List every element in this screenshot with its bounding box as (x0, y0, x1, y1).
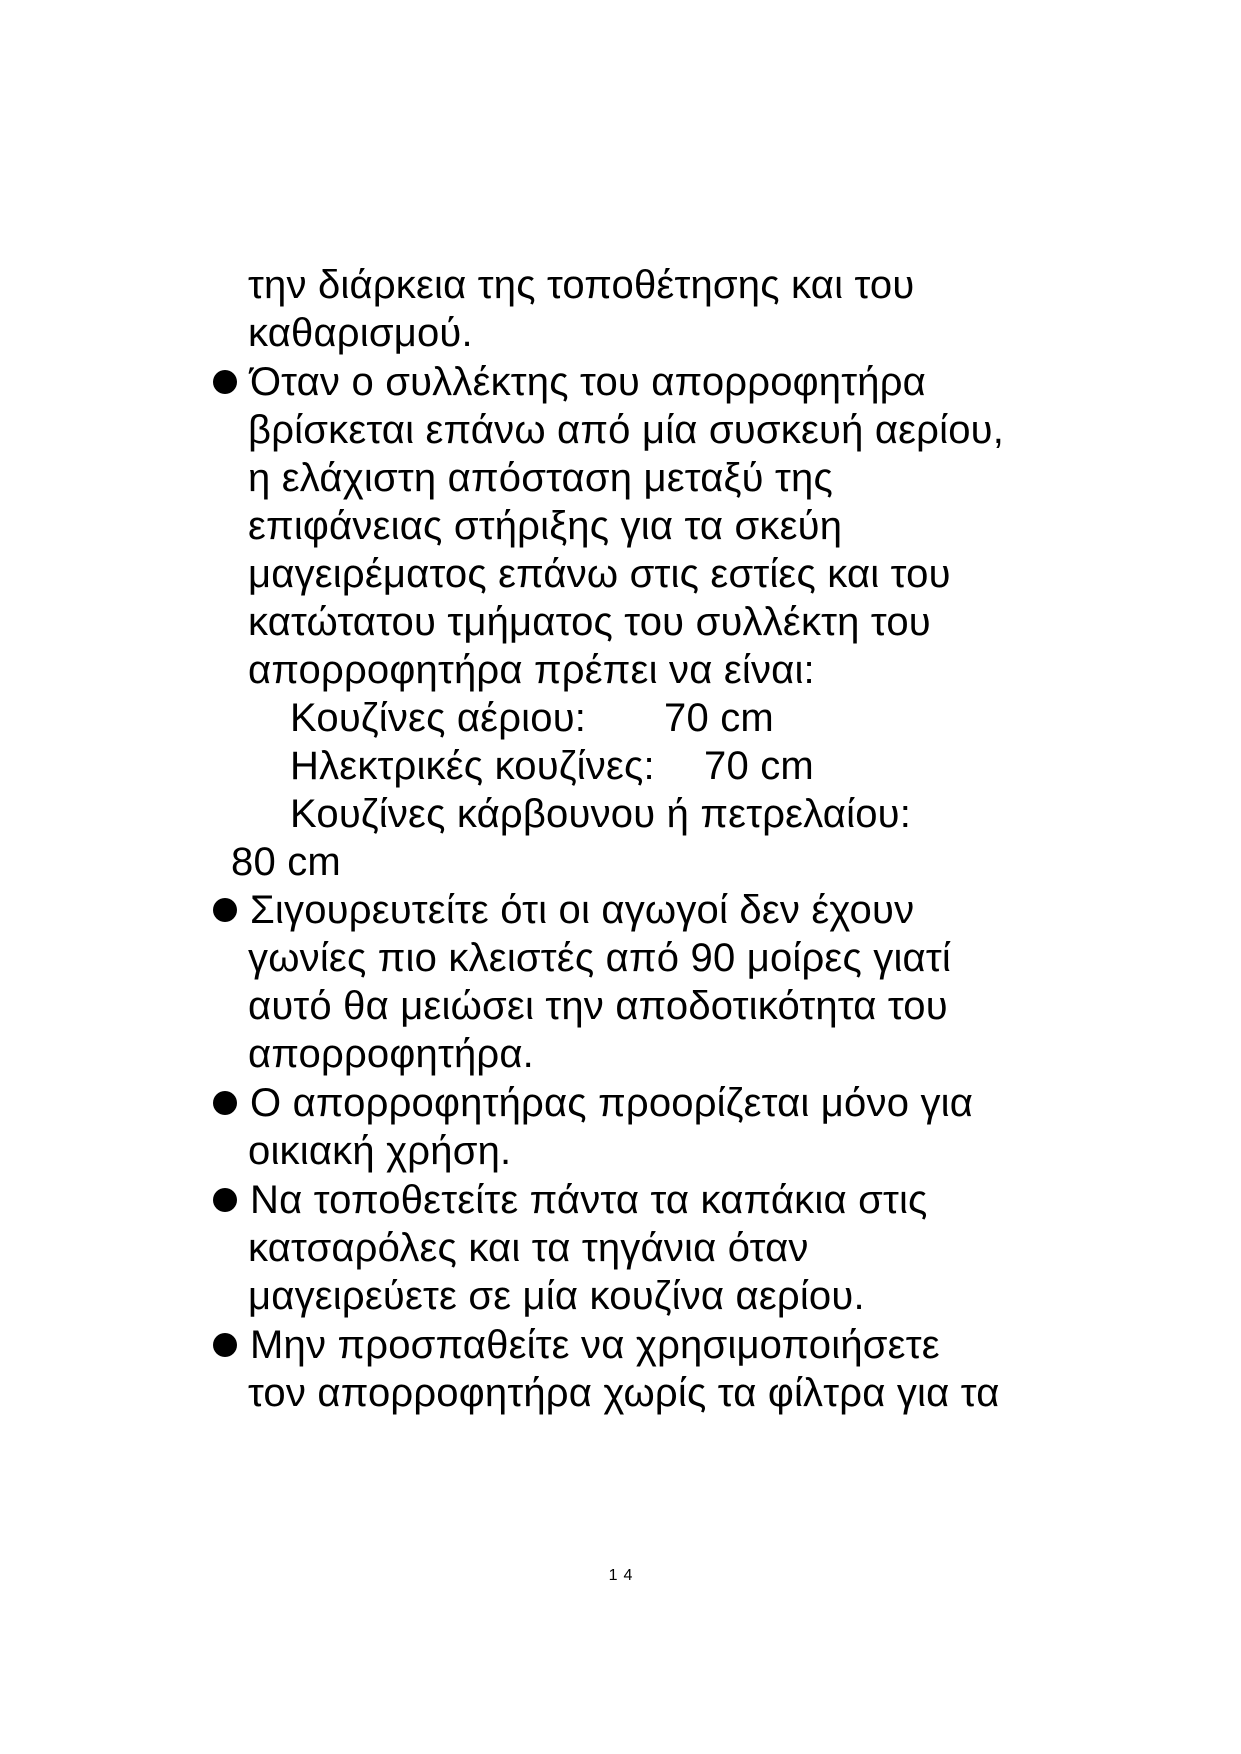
distance-label-coal-oil: Κουζίνες κάρβουνου ή πετρελαίου: (290, 792, 912, 836)
text-line: η ελάχιστη απόσταση μεταξύ της (248, 456, 833, 500)
text-line: Σιγουρευτείτε ότι οι αγωγοί δεν έχουν (250, 888, 915, 932)
text-line: βρίσκεται επάνω από μία συσκευή αερίου, (248, 408, 1005, 452)
text-line: γωνίες πιο κλειστές από 90 μοίρες γιατί (248, 936, 951, 980)
text-line: κατώτατου τμήματος του συλλέκτη του (248, 600, 931, 644)
text-line: απορροφητήρα. (248, 1032, 534, 1076)
text-line: απορροφητήρα πρέπει να είναι: (248, 648, 815, 692)
text-line: την διάρκεια της τοποθέτησης και του (248, 263, 915, 307)
text-line: επιφάνειας στήριξης για τα σκεύη (248, 504, 843, 548)
text-line: τον απορροφητήρα χωρίς τα φίλτρα για τα (248, 1371, 1000, 1415)
text-line: μαγειρέματος επάνω στις εστίες και του (248, 552, 951, 596)
distance-label-gas: Κουζίνες αέριου: (290, 696, 587, 740)
bullet-icon (213, 1188, 237, 1212)
bullet-icon (213, 1333, 237, 1357)
text-line: Να τοποθετείτε πάντα τα καπάκια στις (250, 1178, 928, 1222)
bullet-icon (213, 370, 237, 394)
text-line: οικιακή χρήση. (248, 1129, 512, 1173)
distance-value-coal-oil: 80 cm (231, 840, 341, 884)
bullet-icon (213, 1091, 237, 1115)
text-line: Όταν ο συλλέκτης του απορροφητήρα (250, 360, 926, 404)
text-line: καθαρισμού. (248, 311, 473, 355)
text-line: κατσαρόλες και τα τηγάνια όταν (248, 1226, 809, 1270)
text-line: Μην προσπαθείτε να χρησιμοποιήσετε (250, 1323, 940, 1367)
distance-value-gas: 70 cm (664, 696, 774, 740)
text-line: Ο απορροφητήρας προορίζεται μόνο για (250, 1081, 974, 1125)
page-number: 14 (608, 1567, 639, 1584)
bullet-icon (213, 898, 237, 922)
distance-value-electric: 70 cm (704, 744, 814, 788)
text-line: μαγειρεύετε σε μία κουζίνα αερίου. (248, 1274, 865, 1318)
text-line: αυτό θα μειώσει την αποδοτικότητα του (248, 984, 948, 1028)
distance-label-electric: Ηλεκτρικές κουζίνες: (290, 744, 655, 788)
